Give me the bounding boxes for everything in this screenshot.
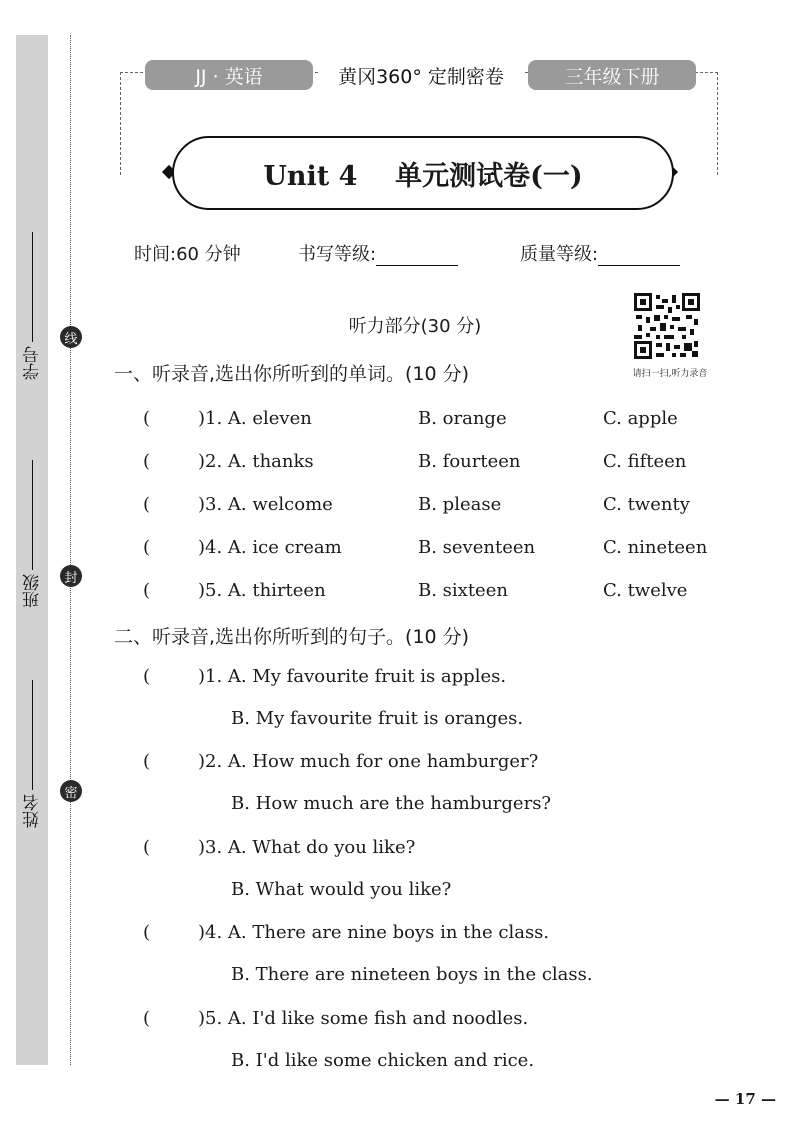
student-id-field [18,232,46,380]
writing-grade-blank[interactable] [376,245,458,266]
sentence-b: B. My favourite fruit is oranges. [231,708,524,729]
option-a: )3. A. welcome [198,494,333,515]
sentence-b: B. How much are the hamburgers? [231,793,552,814]
answer-paren[interactable]: ( [143,494,151,515]
answer-paren[interactable]: ( [143,922,151,943]
qr-code-icon[interactable] [634,293,700,359]
seal-mark-line: 线 [60,326,82,348]
option-a: )4. A. ice cream [198,537,342,558]
answer-paren[interactable]: ( [143,537,151,558]
option-b: B. please [418,494,502,515]
class-blank[interactable] [32,460,33,570]
brand-title: 黄冈360° 定制密卷 [318,60,524,90]
option-c: C. fifteen [603,451,687,472]
time-limit: 时间:60 分钟 [134,244,241,265]
answer-paren[interactable]: ( [143,1008,151,1029]
option-c: C. apple [603,408,678,429]
option-b: B. orange [418,408,507,429]
answer-paren[interactable]: ( [143,837,151,858]
answer-paren[interactable]: ( [143,451,151,472]
sentence-b: B. I'd like some chicken and rice. [231,1050,535,1071]
qr-caption: 请扫一扫,听力录音 [632,369,708,379]
answer-paren[interactable]: ( [143,751,151,772]
page-number: — 17 — [714,1090,776,1108]
sentence-a: )2. A. How much for one hamburger? [198,751,539,772]
name-field [18,680,46,828]
quality-grade [520,240,680,266]
option-c: C. nineteen [603,537,708,558]
option-a: )5. A. thirteen [198,580,326,601]
seal-mark-secret: 密 [60,780,82,802]
subject-pill: JJ · 英语 [145,60,313,90]
listening-part-title: 听力部分(30 分) [348,316,482,337]
quality-grade-label: 质量等级: [520,244,599,265]
option-a: )1. A. eleven [198,408,312,429]
cut-line [70,35,71,1065]
name-blank[interactable] [32,680,33,790]
sentence-a: )5. A. I'd like some fish and noodles. [198,1008,529,1029]
sentence-b: B. There are nineteen boys in the class. [231,964,593,985]
unit-title-text: Unit 4 单元测试卷(一) [263,160,583,192]
writing-grade [298,240,458,266]
seal-mark-seal: 封 [60,565,82,587]
option-b: B. seventeen [418,537,536,558]
class-label: 班级 [22,574,43,608]
option-a: )2. A. thanks [198,451,314,472]
answer-paren[interactable]: ( [143,580,151,601]
name-label: 姓名 [22,794,43,828]
class-field [18,460,46,608]
student-id-label: 学号 [22,346,43,380]
sentence-a: )4. A. There are nine boys in the class. [198,922,550,943]
option-c: C. twenty [603,494,690,515]
option-b: B. fourteen [418,451,521,472]
unit-title [172,136,674,210]
answer-paren[interactable]: ( [143,666,151,687]
answer-paren[interactable]: ( [143,408,151,429]
section-2-title: 二、听录音,选出你所听到的句子。(10 分) [114,626,470,648]
option-b: B. sixteen [418,580,508,601]
option-c: C. twelve [603,580,688,601]
sentence-b: B. What would you like? [231,879,452,900]
writing-grade-label: 书写等级: [298,244,377,265]
grade-pill: 三年级下册 [528,60,696,90]
section-1-title: 一、听录音,选出你所听到的单词。(10 分) [114,363,470,385]
quality-grade-blank[interactable] [598,245,680,266]
sentence-a: )3. A. What do you like? [198,837,416,858]
sentence-a: )1. A. My favourite fruit is apples. [198,666,507,687]
